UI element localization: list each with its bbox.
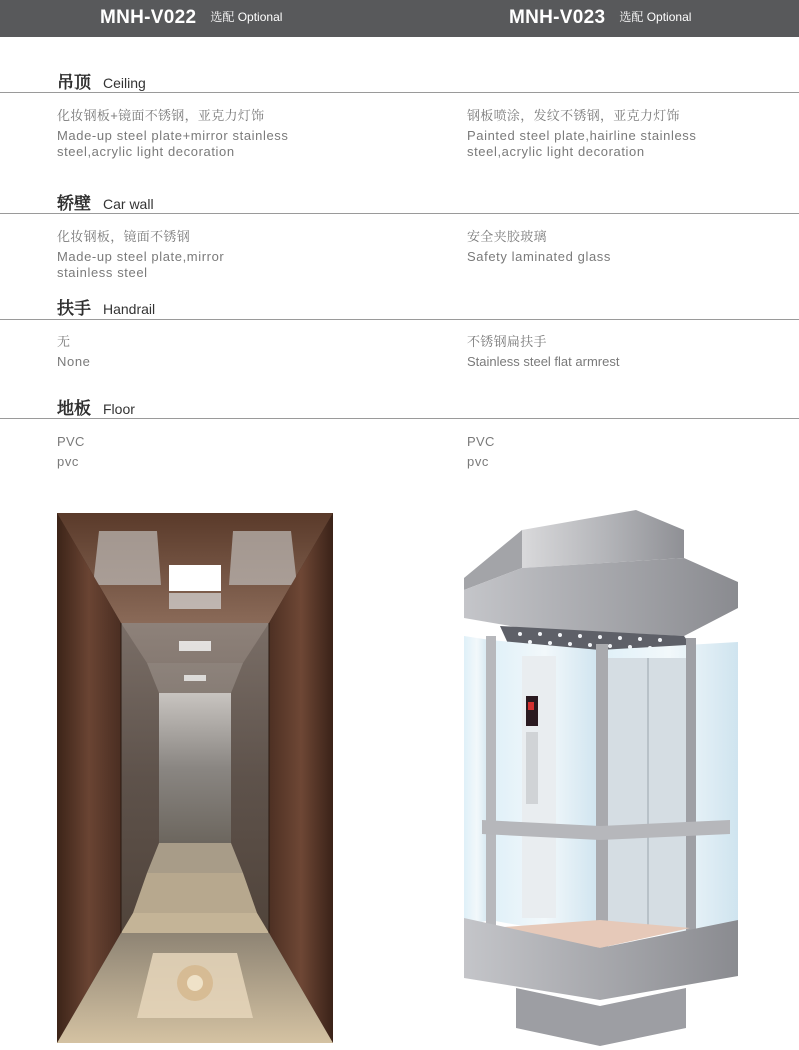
model-header-v023 [509,7,691,29]
spec-handrail-v023: 不锈钢扁扶手 Stainless steel flat armrest [467,334,620,369]
section-title-handrail: 扶手 Handrail [57,299,156,318]
section-divider [0,92,799,93]
section-divider [0,319,799,320]
model-code: MNH-V023 [509,7,606,28]
spec-handrail-v022: 无 None [57,334,91,369]
spec-car-wall-v022: 化妆钢板，镜面不锈钢 Made-up steel plate,mirror stainless steel [57,229,225,280]
panoramic-elevator-image [460,508,742,1048]
model-header-v022 [100,7,282,29]
header-bar [0,0,799,37]
section-title-floor: 地板 Floor [57,399,135,418]
model-code: MNH-V022 [100,7,197,28]
section-title-car-wall: 轿壁 Car wall [57,194,154,213]
section-divider [0,213,799,214]
spec-car-wall-v023: 安全夹胶玻璃 Safety laminated glass [467,229,611,264]
section-title-ceiling: 吊顶 Ceiling [57,73,146,92]
spec-floor-v022: PVC pvc [57,434,85,469]
spec-ceiling-v022: 化妆钢板+镜面不锈钢，亚克力灯饰 Made-up steel plate+mirror stainless steel,acrylic light decoration [57,108,289,159]
spec-ceiling-v023: 钢板喷涂，发纹不锈钢，亚克力灯饰 Painted steel plate,hairline stainless steel,acrylic light decoration [467,108,697,159]
optional-label: 选配 Optional [210,10,283,24]
spec-floor-v023: PVC pvc [467,434,495,469]
optional-label: 选配 Optional [619,10,692,24]
elevator-interior-image [57,513,333,1043]
section-divider [0,418,799,419]
